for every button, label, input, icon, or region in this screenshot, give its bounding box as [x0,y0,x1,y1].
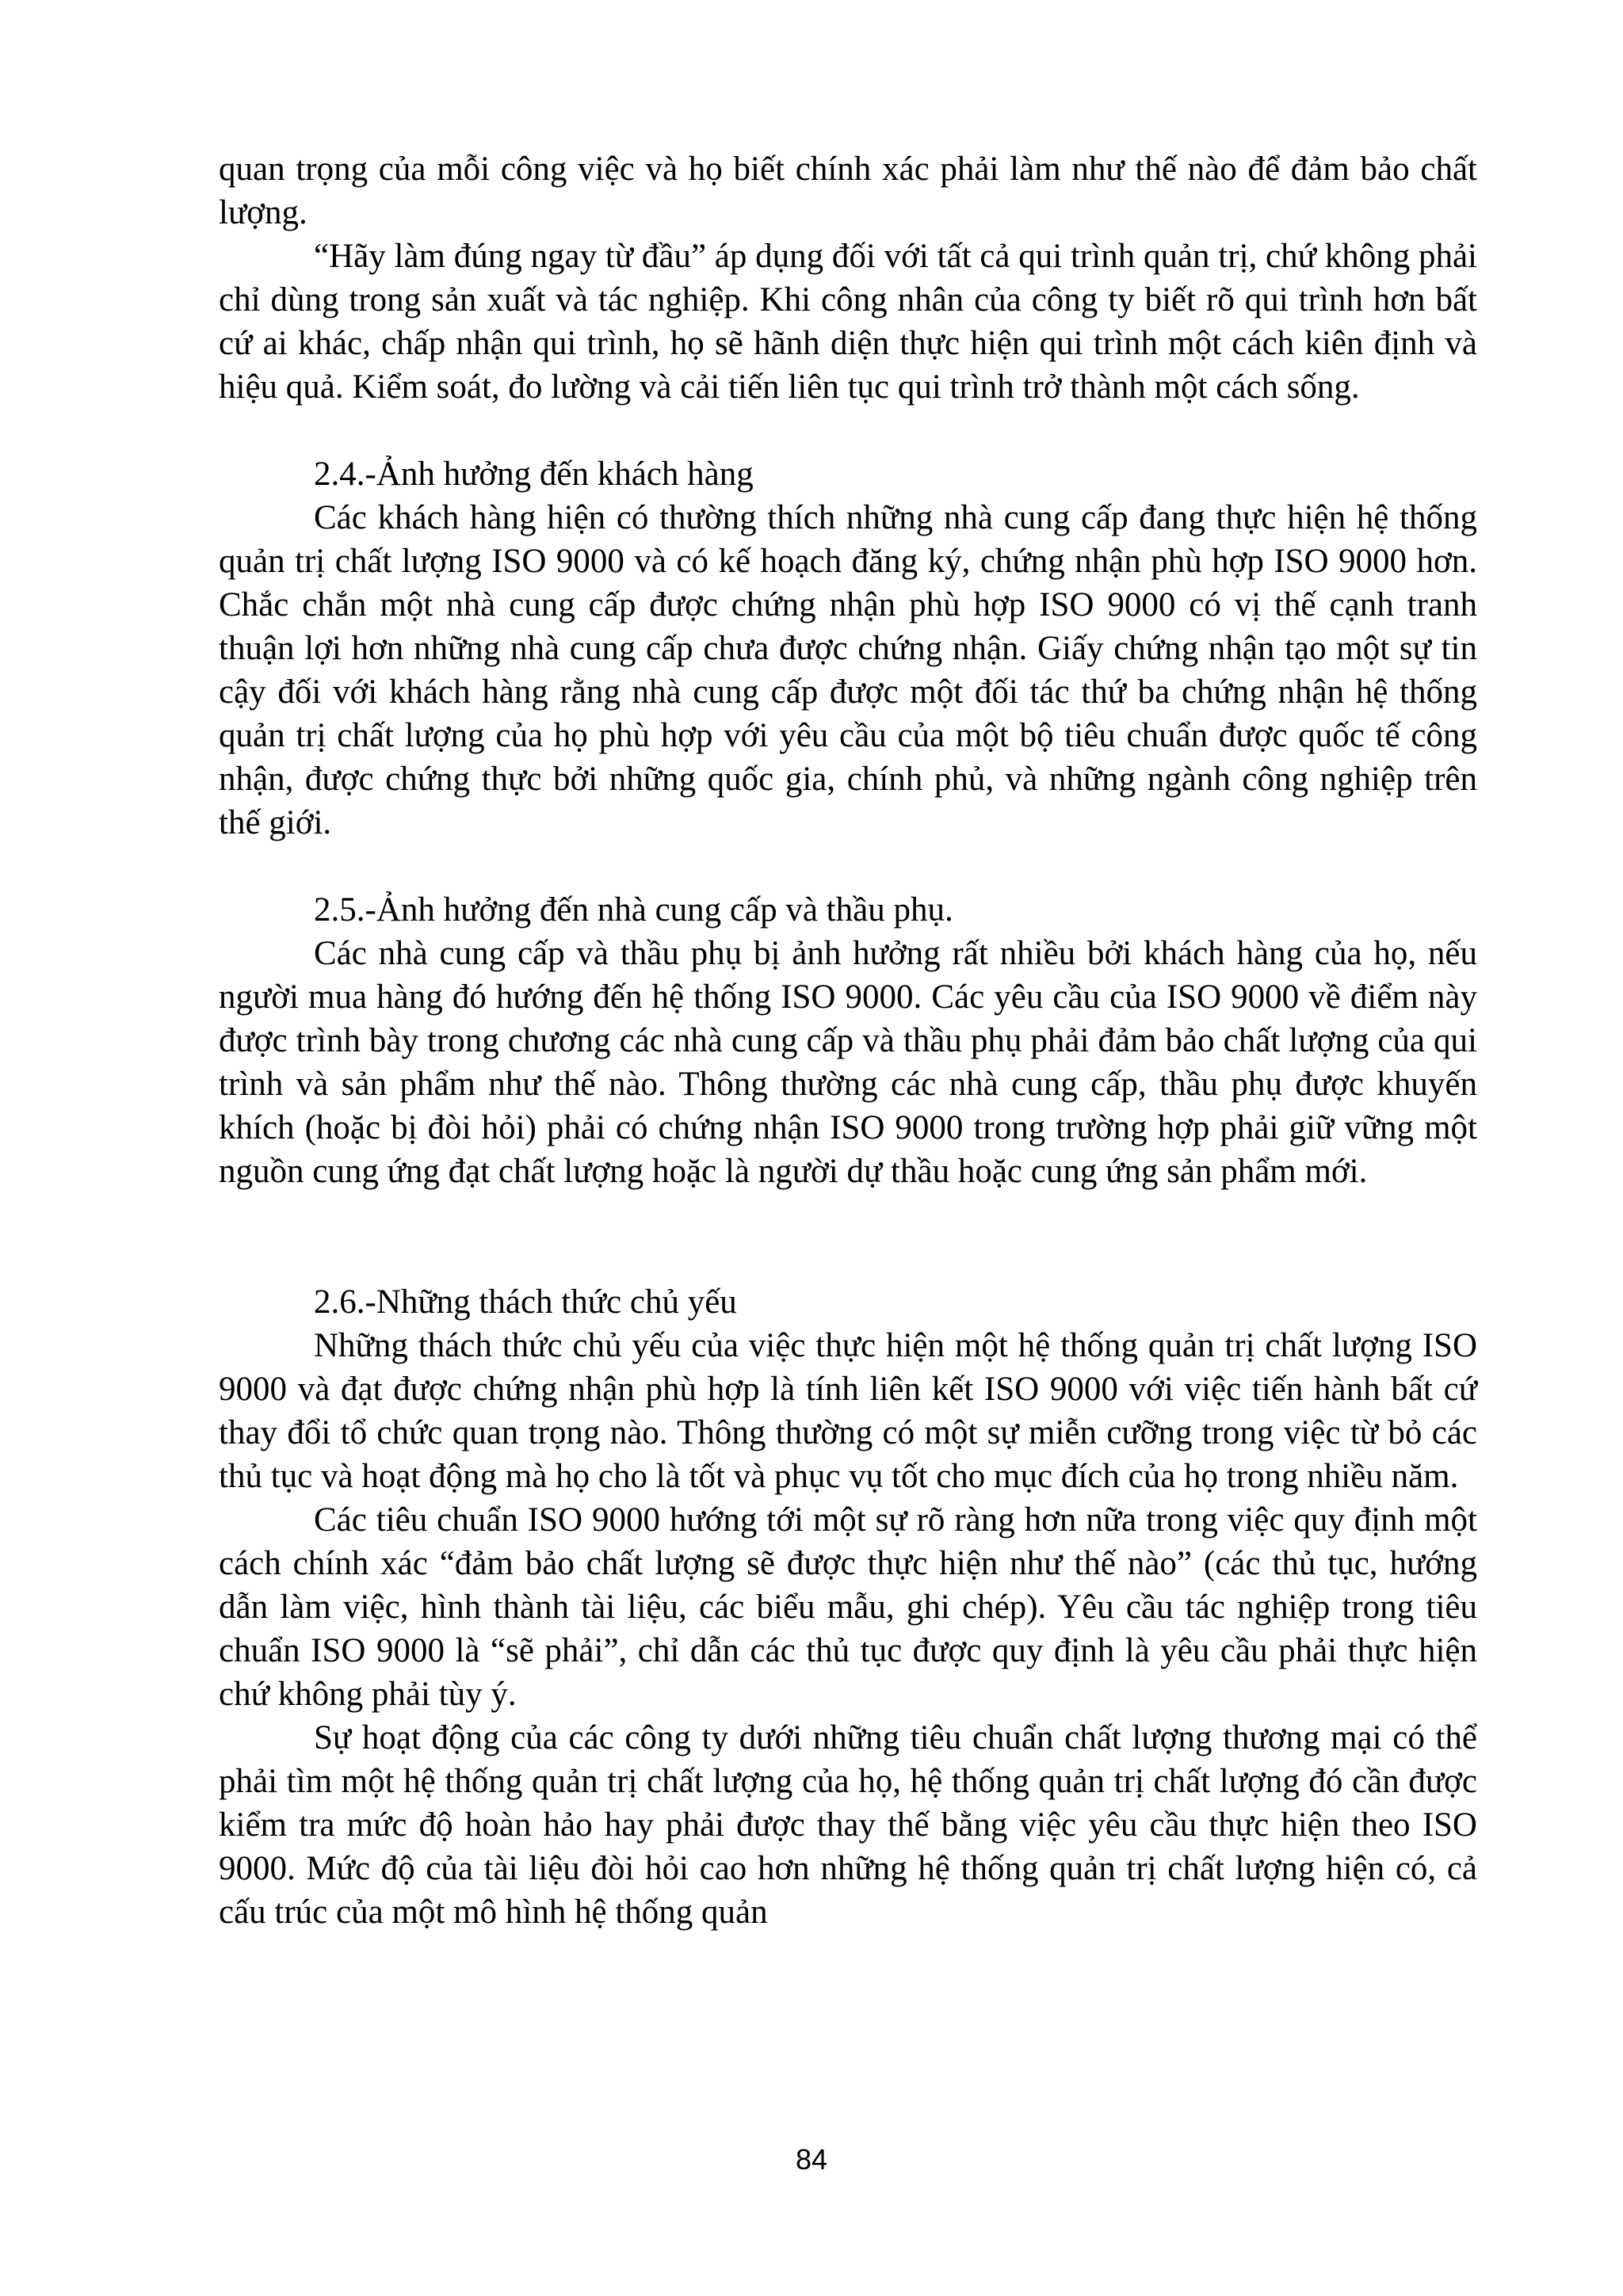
paragraph-company-operations: Sự hoạt động của các công ty dưới những tiêu chuẩn chất lượng thương mại có thể phải tìm một hệ thống quản trị chất lượng của họ, hệ thống quản trị chất lượng đó cần được kiểm tra mức độ hoàn hảo hay phải được thay thế bằng việc yêu cầu thực hiện theo ISO 9000. Mức độ của tài liệu đòi hỏi cao hơn những hệ thống quản trị chất lượng hiện có, cả cấu trúc của một mô hình hệ thống quản [219,1719,1477,1931]
section-heading-2-6: 2.6.-Những thách thức chủ yếu [314,1283,737,1321]
section-heading-2-5: 2.5.-Ảnh hưởng đến nhà cung cấp và thầu phụ. [314,891,953,929]
paragraph-iso-clarity: Các tiêu chuẩn ISO 9000 hướng tới một sự rõ ràng hơn nữa trong việc quy định một cách chính xác “đảm bảo chất lượng sẽ được thực hiện như thế nào” (các thủ tục, hướng dẫn làm việc, hình thành tài liệu, các biểu mẫu, ghi chép). Yêu cầu tác nghiệp trong tiêu chuẩn ISO 9000 là “sẽ phải”, chỉ dẫn các thủ tục được quy định là yêu cầu phải thực hiện chứ không phải tùy ý. [219,1501,1477,1713]
paragraph-do-it-right: “Hãy làm đúng ngay từ đầu” áp dụng đối với tất cả qui trình quản trị, chứ không phải chỉ dùng trong sản xuất và tác nghiệp. Khi công nhân của công ty biết rõ qui trình hơn bất cứ ai khác, chấp nhận qui trình, họ sẽ hãnh diện thực hiện qui trình một cách kiên định và hiệu quả. Kiểm soát, đo lường và cải tiến liên tục qui trình trở thành một cách sống. [219,238,1477,406]
paragraph-suppliers: Các nhà cung cấp và thầu phụ bị ảnh hưởng rất nhiều bởi khách hàng của họ, nếu người mua hàng đó hướng đến hệ thống ISO 9000. Các yêu cầu của ISO 9000 về điểm này được trình bày trong chương các nhà cung cấp và thầu phụ phải đảm bảo chất lượng của qui trình và sản phẩm như thế nào. Thông thường các nhà cung cấp, thầu phụ được khuyến khích (hoặc bị đòi hỏi) phải có chứng nhận ISO 9000 trong trường hợp phải giữ vững một nguồn cung ứng đạt chất lượng hoặc là người dự thầu hoặc cung ứng sản phẩm mới. [219,935,1477,1190]
section-heading-2-4: 2.4.-Ảnh hưởng đến khách hàng [314,456,754,493]
paragraph-challenges: Những thách thức chủ yếu của việc thực hiện một hệ thống quản trị chất lượng ISO 9000 và đạt được chứng nhận phù hợp là tính liên kết ISO 9000 với việc tiến hành bất cứ thay đổi tổ chức quan trọng nào. Thông thường có một sự miễn cưỡng trong việc từ bỏ các thủ tục và hoạt động mà họ cho là tốt và phục vụ tốt cho mục đích của họ trong nhiều năm. [219,1327,1477,1495]
paragraph-continuation: quan trọng của mỗi công việc và họ biết chính xác phải làm như thế nào để đảm bảo chất lượng. [219,151,1477,231]
spacer [219,409,1477,452]
paragraph-customers: Các khách hàng hiện có thường thích những nhà cung cấp đang thực hiện hệ thống quản trị chất lượng ISO 9000 và có kế hoạch đăng ký, chứng nhận phù hợp ISO 9000 hơn. Chắc chắn một nhà cung cấp được chứng nhận phù hợp ISO 9000 có vị thế cạnh tranh thuận lợi hơn những nhà cung cấp chưa được chứng nhận. Giấy chứng nhận tạo một sự tin cậy đối với khách hàng rằng nhà cung cấp được một đối tác thứ ba chứng nhận hệ thống quản trị chất lượng của họ phù hợp với yêu cầu của một bộ tiêu chuẩn được quốc tế công nhận, được chứng thực bởi những quốc gia, chính phủ, và những ngành công nghiệp trên thế giới. [219,499,1477,841]
page-body [219,147,1477,1934]
page-number: 84 [795,2143,828,2176]
spacer [219,845,1477,888]
spacer [219,1193,1477,1280]
